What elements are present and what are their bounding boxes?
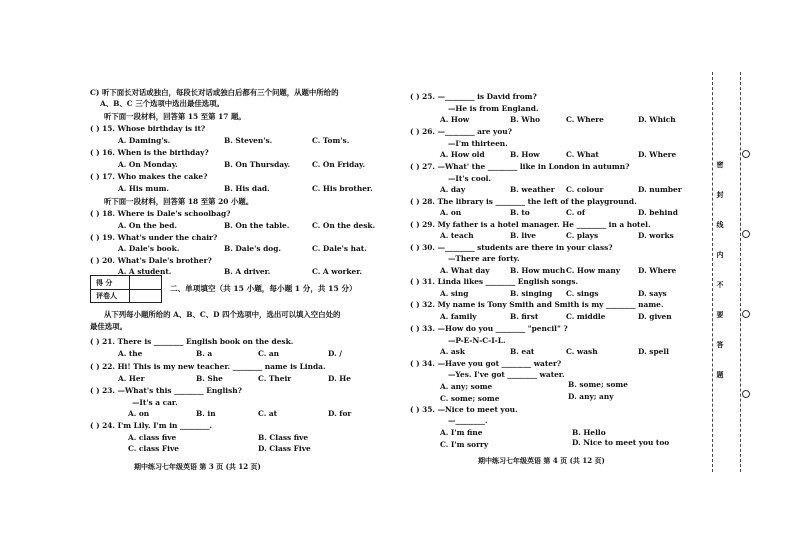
binding-char-3: 线 — [716, 220, 724, 229]
option-29c: C. plays — [566, 231, 599, 240]
page-4-footer: 期中练习七年级英语 第 4 页 (共 12 页) — [478, 456, 605, 465]
question-27: ( ) 27. —What' the ________ like in London in autumn? — [410, 162, 630, 171]
option-31b: B. singing — [510, 289, 553, 298]
option-15c: C. Tom's. — [312, 136, 350, 145]
option-18c: C. On the desk. — [312, 221, 376, 230]
question-20: ( ) 20. What's Dale's brother? — [90, 256, 212, 265]
binding-char-1: 密 — [716, 160, 724, 169]
option-19b: B. Dale's dog. — [224, 244, 281, 253]
option-27d: D. number — [638, 185, 682, 194]
option-20b: B. A driver. — [224, 267, 271, 276]
question-17: ( ) 17. Who makes the cake? — [90, 172, 208, 181]
option-23b: B. in — [196, 409, 216, 418]
option-21a: A. the — [118, 349, 143, 358]
question-35: ( ) 35. —Nice to meet you. — [410, 405, 518, 414]
option-24b: B. Class five — [258, 433, 309, 442]
option-29d: D. works — [638, 231, 674, 240]
option-32b: B. first — [510, 312, 539, 321]
option-27b: B. weather — [510, 185, 555, 194]
option-30a: A. What day — [440, 266, 490, 275]
option-25a: A. How — [440, 115, 470, 124]
option-21d: D. / — [328, 349, 342, 358]
option-25b: B. Who — [510, 115, 540, 124]
option-28c: C. of — [566, 208, 586, 217]
option-35c: C. I'm sorry — [440, 440, 489, 449]
question-30: ( ) 30. —________ students are there in your class? — [410, 243, 613, 252]
instruction-15-17: 听下面一段材料，回答第 15 至第 17 题。 — [104, 112, 246, 121]
option-34b: B. some; some — [568, 380, 628, 389]
instruction-18-20: 听下面一段材料，回答第 18 至第 20 小题。 — [104, 197, 254, 206]
option-27c: C. colour — [566, 185, 604, 194]
question-31: ( ) 31. Linda likes ________ English songs. — [410, 277, 579, 286]
question-16: ( ) 16. When is the birthday? — [90, 148, 209, 157]
option-18a: A. On the bed. — [118, 221, 177, 230]
option-19c: C. Dale's hat. — [312, 244, 367, 253]
question-27-reply: —It's cool. — [448, 174, 491, 183]
question-15: ( ) 15. Whose birthday is it? — [90, 124, 206, 133]
option-32d: D. given — [638, 312, 672, 321]
option-34c: C. some; some — [440, 394, 500, 403]
option-24a: A. class five — [128, 433, 177, 442]
binding-hole — [742, 230, 750, 238]
option-23c: C. at — [258, 409, 278, 418]
section-c-heading: C) 听下面长对话或独白，每段长对话或独白后都有三个问题，从题中所给的 — [90, 88, 339, 97]
option-24c: C. class Five — [128, 444, 179, 453]
question-28: ( ) 28. The library is ________ the left of the playground. — [410, 197, 637, 206]
option-17c: C. His brother. — [312, 184, 373, 193]
option-26a: A. How old — [440, 150, 485, 159]
option-21c: C. an — [258, 349, 280, 358]
option-15b: B. Steven's. — [224, 136, 273, 145]
section-2-instruction-2: 最佳选项。 — [90, 322, 127, 331]
option-22d: D. He — [328, 374, 351, 383]
section-2-title: 二、单项填空（共 15 小题，每小题 1 分，共 15 分） — [170, 284, 357, 293]
option-16c: C. On Friday. — [312, 160, 366, 169]
question-21: ( ) 21. There is ________ English book on the desk. — [90, 337, 294, 346]
option-35a: A. I'm fine — [440, 428, 483, 437]
binding-char-2: 封 — [716, 190, 724, 199]
option-20c: C. A worker. — [312, 267, 363, 276]
option-29a: A. teach — [440, 231, 474, 240]
question-34-reply: —Yes. I've got ________ water. — [448, 370, 565, 379]
option-26b: B. How — [510, 150, 540, 159]
option-16b: B. On Thursday. — [224, 160, 291, 169]
binding-hole — [742, 390, 750, 398]
option-16a: A. On Monday. — [118, 160, 178, 169]
option-31c: C. sings — [566, 289, 599, 298]
question-26-reply: —I'm thirteen. — [448, 139, 508, 148]
binding-line — [712, 72, 714, 472]
option-32c: C. middle — [566, 312, 606, 321]
option-28a: A. on — [440, 208, 462, 217]
option-33b: B. eat — [510, 347, 535, 356]
option-33a: A. ask — [440, 347, 465, 356]
option-28b: B. to — [510, 208, 530, 217]
question-24: ( ) 24. I'm Lily. I'm in ________. — [90, 421, 213, 430]
option-31d: D. says — [638, 289, 667, 298]
option-17a: A. His mum. — [118, 184, 169, 193]
binding-hole — [742, 150, 750, 158]
page-4 — [400, 0, 794, 560]
question-32: ( ) 32. My name is Tony Smith and Smith is my ________ name. — [410, 300, 664, 309]
option-28d: D. behind — [638, 208, 678, 217]
option-34d: D. any; any — [568, 392, 614, 401]
option-33d: D. spell — [638, 347, 669, 356]
question-23-reply: —It's a car. — [132, 398, 178, 407]
option-27a: A. day — [440, 185, 466, 194]
binding-char-7: 答 — [716, 340, 724, 349]
binding-hole — [742, 310, 750, 318]
question-25: ( ) 25. —________ is David from? — [410, 92, 537, 101]
option-31a: A. sing — [440, 289, 469, 298]
option-30d: D. Where — [638, 266, 677, 275]
question-25-reply: —He is from England. — [448, 104, 539, 113]
option-33c: C. wash — [566, 347, 598, 356]
option-15a: A. Daming's. — [118, 136, 171, 145]
section-c-heading-2: A、B、C 三个选项中选出最佳选项。 — [100, 99, 224, 108]
binding-line-2 — [740, 72, 742, 472]
grader-label: 评卷人 — [96, 291, 117, 300]
option-30b: B. How much — [510, 266, 566, 275]
option-21b: B. a — [196, 349, 213, 358]
option-18b: B. On the table. — [224, 221, 290, 230]
binding-char-4: 内 — [716, 250, 724, 259]
option-17b: B. His dad. — [224, 184, 270, 193]
question-26: ( ) 26. —________ are you? — [410, 127, 512, 136]
option-34a: A. any; some — [440, 382, 493, 391]
option-23a: A. on — [128, 409, 150, 418]
question-18: ( ) 18. Where is Dale's schoolbag? — [90, 209, 231, 218]
question-30-reply: —There are forty. — [448, 254, 520, 263]
option-29b: B. live — [510, 231, 537, 240]
option-22b: B. She — [196, 374, 223, 383]
binding-char-8: 题 — [716, 370, 724, 379]
question-34: ( ) 34. —Have you got ________ water? — [410, 359, 562, 368]
option-25c: C. Where — [566, 115, 604, 124]
option-32a: A. family — [440, 312, 477, 321]
option-25d: D. Which — [638, 115, 676, 124]
binding-char-5: 不 — [716, 280, 724, 289]
binding-char-6: 要 — [716, 310, 724, 319]
score-label: 得 分 — [96, 278, 113, 287]
option-30c: C. How many — [566, 266, 621, 275]
option-22a: A. Her — [118, 374, 145, 383]
option-26d: D. Where — [638, 150, 677, 159]
option-35d: D. Nice to meet you too — [572, 438, 670, 447]
question-23: ( ) 23. —What's this ________ English? — [90, 386, 242, 395]
question-22: ( ) 22. Hi! This is my new teacher. ________ name is Linda. — [90, 362, 326, 371]
option-24d: D. Class Five — [258, 444, 311, 453]
option-20a: A. A student. — [118, 267, 172, 276]
question-29: ( ) 29. My father is a hotel manager. He ________ in a hotel. — [410, 220, 651, 229]
option-22c: C. Their — [258, 374, 292, 383]
score-box — [90, 275, 162, 303]
option-23d: D. for — [328, 409, 352, 418]
section-2-instruction: 从下列每小题所给的 A、B、C、D 四个选项中，选出可以填入空白处的 — [104, 310, 341, 319]
question-33-reply: —P-E-N-C-I-L. — [448, 336, 506, 345]
page-3-footer: 期中练习七年级英语 第 3 页 (共 12 页) — [134, 462, 261, 471]
option-26c: C. What — [566, 150, 599, 159]
question-19: ( ) 19. What's under the chair? — [90, 233, 218, 242]
option-19a: A. Dale's book. — [118, 244, 180, 253]
question-33: ( ) 33. —How do you ________ "pencil" ? — [410, 324, 568, 333]
question-35-reply: —________. — [448, 416, 488, 425]
option-35b: B. Hello — [572, 428, 606, 437]
